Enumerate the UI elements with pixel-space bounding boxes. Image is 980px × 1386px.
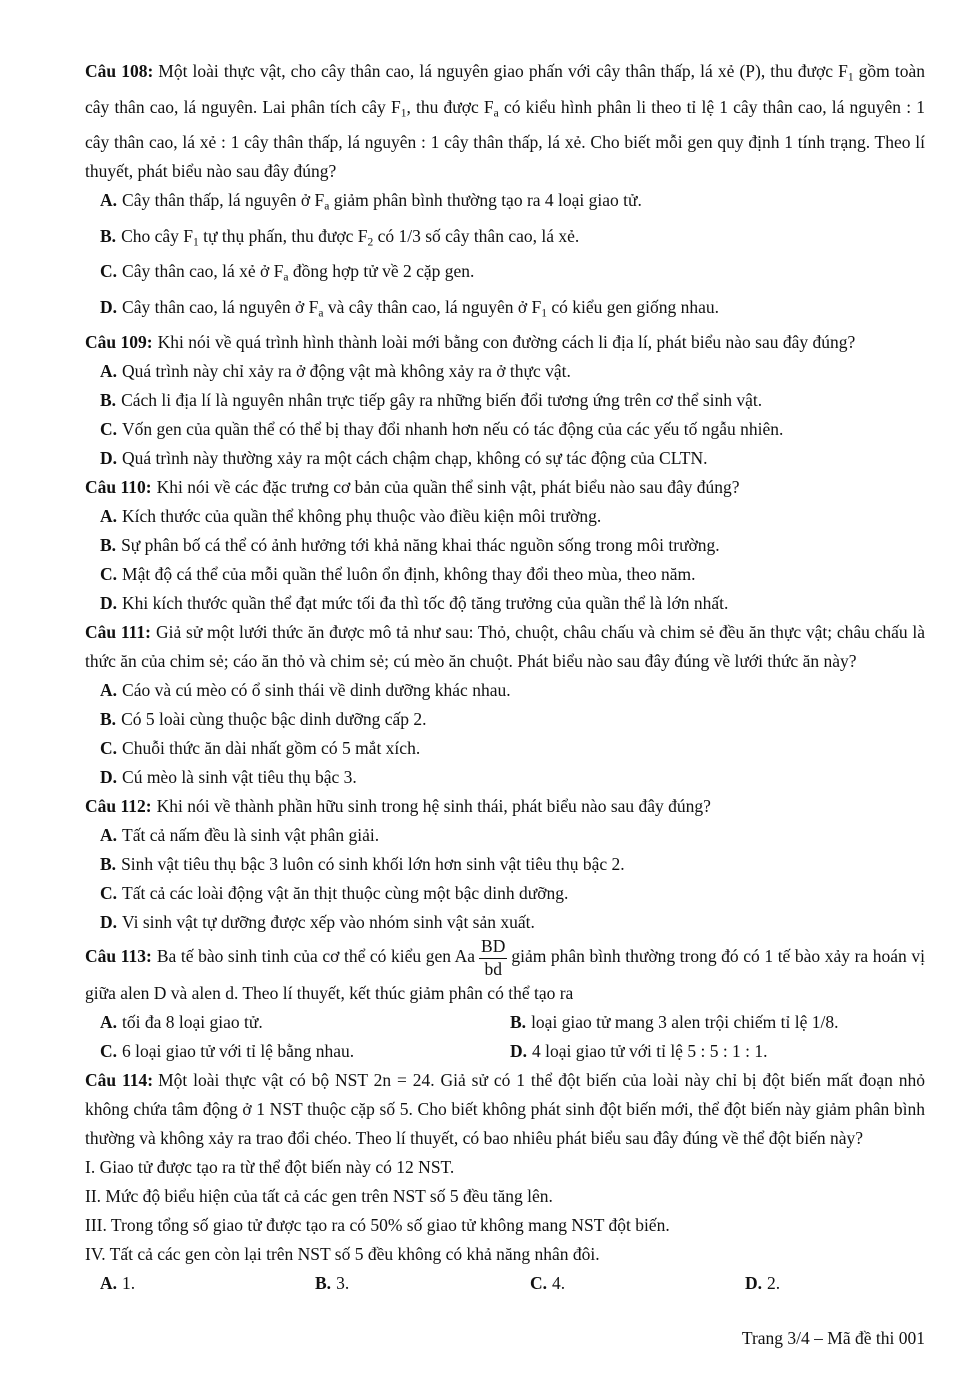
question-body bbox=[85, 937, 925, 1008]
option-label: C. bbox=[100, 261, 118, 281]
question-number: Câu 114: bbox=[85, 1070, 154, 1091]
question-number: Câu 112: bbox=[85, 796, 152, 816]
statement-line: IV. Tất cả các gen còn lại trên NST số 5 đều không có khả năng nhân đôi. bbox=[85, 1244, 600, 1265]
option-text bbox=[122, 825, 379, 845]
subscript: a bbox=[283, 271, 289, 284]
question-block bbox=[85, 328, 925, 473]
text-run: loại giao tử mang 3 alen trội chiếm tỉ lệ 1/8. bbox=[531, 1012, 839, 1033]
text-run: Khi nói về quá trình hình thành loài mới bằng con đường cách li địa lí, phát biểu nào sau đây đúng? bbox=[157, 332, 856, 352]
option-item bbox=[100, 1269, 315, 1298]
text-run: Một loài thực vật có bộ NST 2n = 24. Giả sử có 1 thể đột biến của loài này chỉ bị đột biến mất đoạn nhỏ không chứa tâm động ở 1 NST thuộc cặp số 5. Cho biết không phát sinh đột biến mới, thể đột biến này giảm phân bình thường và không xảy ra trao đổi chéo. Theo lí thuyết, có bao nhiêu phát biểu sau đây đúng về thể đột biến này? bbox=[85, 1070, 925, 1149]
option-text bbox=[767, 1273, 780, 1293]
text-run: Khi nói về các đặc trưng cơ bản của quần thể sinh vật, phát biểu nào sau đây đúng? bbox=[156, 477, 740, 497]
subscript: 2 bbox=[367, 236, 374, 248]
option-text bbox=[336, 1273, 349, 1293]
option-text bbox=[122, 883, 568, 903]
option-text bbox=[121, 226, 579, 246]
option-label: B. bbox=[510, 1012, 527, 1033]
option-text bbox=[122, 419, 783, 439]
text-run: tự thụ phấn, thu được F bbox=[198, 225, 368, 246]
text-run: Quá trình này thường xảy ra một cách chậm chạp, không có sự tác động của CLTN. bbox=[122, 448, 708, 468]
text-run: Tất cả nấm đều là sinh vật phân giải. bbox=[122, 825, 380, 845]
option-label: A. bbox=[100, 1012, 118, 1033]
option-label: D. bbox=[745, 1273, 763, 1294]
question-block bbox=[85, 473, 925, 618]
option-text bbox=[121, 390, 762, 410]
statement-line: I. Giao tử được tạo ra từ thể đột biến này có 12 NST. bbox=[85, 1157, 455, 1178]
option-text bbox=[121, 854, 625, 874]
option-item bbox=[315, 1269, 530, 1298]
option-text bbox=[122, 1273, 135, 1293]
option-item bbox=[100, 821, 925, 850]
option-item bbox=[100, 415, 925, 444]
option-item bbox=[100, 257, 925, 293]
text-run: Mật độ cá thể của mỗi quần thể luôn ổn định, không thay đổi theo mùa, theo năm. bbox=[122, 564, 696, 584]
question-body bbox=[85, 473, 925, 502]
text-run: Sinh vật tiêu thụ bậc 3 luôn có sinh khối lớn hơn sinh vật tiêu thụ bậc 2. bbox=[121, 854, 625, 874]
option-label: B. bbox=[100, 535, 117, 555]
option-label: A. bbox=[100, 825, 118, 845]
option-text bbox=[122, 190, 642, 213]
question-block bbox=[85, 937, 925, 1066]
option-label: B. bbox=[100, 225, 117, 246]
option-label: D. bbox=[100, 448, 118, 468]
text-run: Chuỗi thức ăn dài nhất gồm có 5 mắt xích. bbox=[122, 738, 421, 758]
option-text bbox=[122, 680, 511, 700]
option-text bbox=[121, 709, 426, 729]
option-text bbox=[122, 297, 719, 317]
option-text bbox=[122, 1012, 263, 1032]
text-run: Một loài thực vật, cho cây thân cao, lá nguyên giao phấn với cây thân thấp, lá xẻ (P), thu được F bbox=[158, 61, 848, 81]
option-label: A. bbox=[100, 506, 118, 526]
option-label: D. bbox=[100, 593, 118, 613]
text-run: Cây thân cao, lá nguyên ở F bbox=[122, 296, 319, 317]
option-item bbox=[100, 676, 925, 705]
question-number: Câu 109: bbox=[85, 332, 153, 352]
question-number: Câu 108: bbox=[85, 61, 154, 81]
option-text bbox=[121, 535, 720, 555]
text-run: và cây thân cao, lá nguyên ở F bbox=[323, 296, 542, 317]
option-label: D. bbox=[510, 1041, 528, 1062]
text-run: 3. bbox=[336, 1273, 350, 1294]
option-item bbox=[100, 1008, 510, 1037]
option-text bbox=[552, 1273, 565, 1293]
options-row bbox=[100, 1269, 925, 1298]
text-run: 2. bbox=[767, 1273, 781, 1294]
subscript: 1 bbox=[400, 107, 407, 119]
option-item bbox=[100, 589, 925, 618]
text-run: Vi sinh vật tự dưỡng được xếp vào nhóm sinh vật sản xuất. bbox=[122, 912, 535, 932]
question-block bbox=[85, 57, 925, 328]
text-run: Cách li địa lí là nguyên nhân trực tiếp gây ra những biến đổi tương ứng trên cơ thể sinh vật. bbox=[121, 390, 763, 410]
options-row bbox=[100, 1037, 925, 1066]
option-label: B. bbox=[100, 854, 117, 874]
text-run: đồng hợp tử về 2 cặp gen. bbox=[288, 261, 475, 281]
text-run: Quá trình này chỉ xảy ra ở động vật mà không xảy ra ở thực vật. bbox=[122, 361, 571, 381]
text-run: có kiểu hình phân li theo tỉ lệ 1 cây thân cao, lá nguyên : 1 cây thân cao, lá xẻ : 1 cây thân thấp, lá nguyên : 1 cây thân thấp, lá xẻ. Cho biết mỗi gen quy định 1 tính trạng. Theo lí thuyết, phát biểu nào sau đây đúng? bbox=[85, 96, 925, 181]
option-item bbox=[100, 357, 925, 386]
option-label: B. bbox=[315, 1273, 332, 1294]
text-run: 4. bbox=[552, 1273, 566, 1294]
text-run: tối đa 8 loại giao tử. bbox=[122, 1012, 263, 1033]
option-label: C. bbox=[100, 738, 118, 758]
option-label: A. bbox=[100, 680, 118, 700]
text-run: 6 loại giao tử với tỉ lệ bằng nhau. bbox=[122, 1041, 355, 1062]
option-item bbox=[510, 1008, 925, 1037]
option-item bbox=[510, 1037, 925, 1066]
option-item bbox=[100, 560, 925, 589]
question-body bbox=[85, 57, 925, 186]
text-run: Cho cây F bbox=[121, 225, 194, 246]
option-item bbox=[100, 444, 925, 473]
text-run: Có 5 loài cùng thuộc bậc dinh dưỡng cấp 2. bbox=[121, 709, 427, 729]
option-item bbox=[100, 186, 925, 222]
options-row bbox=[100, 1008, 925, 1037]
text-run: Giả sử một lưới thức ăn được mô tả như sau: Thỏ, chuột, châu chấu và chim sẻ đều ăn thực vật; châu chấu là thức ăn của chim sẻ; cáo ăn thỏ và chim sẻ; cú mèo ăn chuột. Phát biểu nào sau đây đúng về lưới thức ăn này? bbox=[85, 622, 925, 671]
option-label: D. bbox=[100, 296, 118, 317]
text-run: Khi kích thước quần thể đạt mức tối đa thì tốc độ tăng trưởng của quần thể là lớn nhất. bbox=[122, 593, 729, 613]
option-item bbox=[100, 908, 925, 937]
text-run: giảm phân bình thường trong đó có 1 tế bào xảy ra hoán vị giữa alen D và alen d. Theo lí thuyết, kết thúc giảm phân có thể tạo ra bbox=[85, 946, 925, 1004]
text-run: Cây thân thấp, lá nguyên ở F bbox=[122, 190, 325, 210]
option-label: B. bbox=[100, 709, 117, 729]
fraction bbox=[479, 937, 507, 979]
option-text bbox=[531, 1012, 838, 1032]
option-label: C. bbox=[100, 564, 118, 584]
option-text bbox=[122, 593, 728, 613]
statement-line: III. Trong tổng số giao tử được tạo ra có 50% số giao tử không mang NST đột biến. bbox=[85, 1215, 670, 1236]
question-block bbox=[85, 618, 925, 792]
text-run: , thu được F bbox=[406, 96, 494, 117]
option-text bbox=[122, 767, 357, 787]
option-item bbox=[100, 502, 925, 531]
option-item bbox=[100, 705, 925, 734]
option-item bbox=[100, 850, 925, 879]
question-number: Câu 113: bbox=[85, 946, 152, 967]
statement-line: II. Mức độ biểu hiện của tất cả các gen trên NST số 5 đều tăng lên. bbox=[85, 1186, 553, 1207]
question-body bbox=[85, 1066, 925, 1153]
option-item bbox=[100, 293, 925, 329]
option-text bbox=[122, 261, 475, 284]
text-run: Tất cả các loài động vật ăn thịt thuộc cùng một bậc dinh dưỡng. bbox=[122, 883, 569, 903]
option-item bbox=[100, 879, 925, 908]
subscript: a bbox=[324, 200, 330, 213]
option-text bbox=[122, 448, 707, 468]
question-body bbox=[85, 328, 925, 357]
option-item bbox=[100, 1037, 510, 1066]
option-label: C. bbox=[100, 883, 118, 903]
text-run: có 1/3 số cây thân cao, lá xẻ. bbox=[373, 225, 580, 246]
text-run: Cáo và cú mèo có ổ sinh thái về dinh dưỡng khác nhau. bbox=[122, 680, 511, 700]
text-run: 1. bbox=[122, 1273, 136, 1294]
option-label: A. bbox=[100, 361, 118, 381]
option-text bbox=[122, 506, 601, 526]
subscript: 1 bbox=[193, 236, 199, 248]
option-text bbox=[122, 361, 571, 381]
fraction-denominator: bd bbox=[484, 958, 502, 979]
option-label: B. bbox=[100, 390, 117, 410]
subscript: a bbox=[318, 307, 324, 319]
text-run: Kích thước của quần thể không phụ thuộc vào điều kiện môi trường. bbox=[122, 506, 602, 526]
text-run: Cú mèo là sinh vật tiêu thụ bậc 3. bbox=[122, 767, 357, 787]
subscript: a bbox=[493, 107, 499, 119]
option-item bbox=[745, 1269, 960, 1298]
text-run: gồm toàn cây thân cao, lá nguyên. Lai phân tích cây F bbox=[85, 61, 925, 117]
option-item bbox=[530, 1269, 745, 1298]
question-block bbox=[85, 792, 925, 937]
option-label: C. bbox=[100, 419, 118, 439]
option-label: D. bbox=[100, 912, 118, 932]
subscript: 1 bbox=[541, 307, 547, 319]
option-text bbox=[122, 1041, 354, 1061]
subscript: 1 bbox=[847, 71, 854, 84]
option-item bbox=[100, 763, 925, 792]
option-label: C. bbox=[530, 1273, 548, 1294]
option-label: A. bbox=[100, 190, 118, 210]
question-number: Câu 111: bbox=[85, 622, 152, 642]
question-body bbox=[85, 618, 925, 676]
option-text bbox=[122, 912, 535, 932]
text-run: Ba tế bào sinh tinh của cơ thể có kiểu gen Aa bbox=[156, 946, 476, 967]
option-label: A. bbox=[100, 1273, 118, 1294]
option-item bbox=[100, 222, 925, 258]
option-label: C. bbox=[100, 1041, 118, 1062]
option-item bbox=[100, 531, 925, 560]
text-run: Sự phân bố cá thể có ảnh hưởng tới khả năng khai thác nguồn sống trong môi trường. bbox=[121, 535, 720, 555]
page-footer: Trang 3/4 – Mã đề thi 001 bbox=[741, 1328, 925, 1348]
text-run: có kiểu gen giống nhau. bbox=[546, 296, 720, 317]
option-label: D. bbox=[100, 767, 118, 787]
option-item bbox=[100, 734, 925, 763]
option-text bbox=[122, 738, 420, 758]
question-body bbox=[85, 792, 925, 821]
text-run: Khi nói về thành phần hữu sinh trong hệ sinh thái, phát biểu nào sau đây đúng? bbox=[156, 796, 711, 816]
text-run: Vốn gen của quần thể có thể bị thay đổi nhanh hơn nếu có tác động của các yếu tố ngẫu nhiên. bbox=[122, 419, 784, 439]
option-text bbox=[122, 564, 696, 584]
option-text bbox=[532, 1041, 768, 1061]
question-block bbox=[85, 1066, 925, 1298]
option-item bbox=[100, 386, 925, 415]
text-run: Cây thân cao, lá xẻ ở F bbox=[122, 261, 284, 281]
text-run: 4 loại giao tử với tỉ lệ 5 : 5 : 1 : 1. bbox=[532, 1041, 768, 1062]
fraction-numerator: BD bbox=[479, 937, 507, 959]
exam-content bbox=[85, 57, 925, 1298]
question-number: Câu 110: bbox=[85, 477, 152, 497]
text-run: giảm phân bình thường tạo ra 4 loại giao tử. bbox=[329, 190, 642, 210]
